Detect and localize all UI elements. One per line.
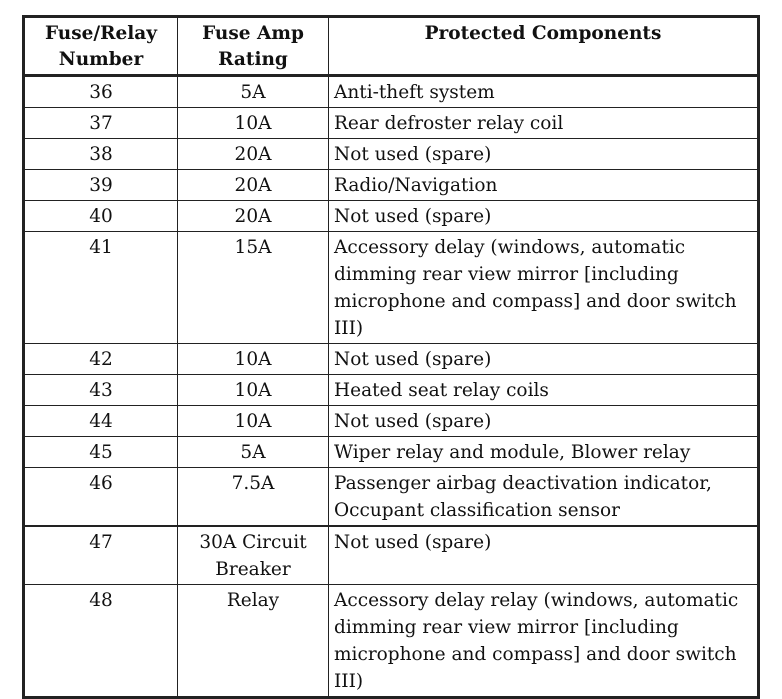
cell-components: Anti-theft system bbox=[329, 76, 759, 108]
table-row bbox=[24, 526, 759, 585]
cell-components: Not used (spare) bbox=[329, 526, 759, 585]
cell-components: Accessory delay (windows, automatic dimming rear view mirror [including microphone and compass] and door switch III) bbox=[329, 232, 759, 344]
cell-components: Radio/Navigation bbox=[329, 170, 759, 201]
header-row bbox=[24, 17, 759, 76]
cell-components: Wiper relay and module, Blower relay bbox=[329, 437, 759, 468]
cell-number: 38 bbox=[24, 139, 178, 170]
cell-number: 42 bbox=[24, 344, 178, 375]
table-row bbox=[24, 201, 759, 232]
table-row bbox=[24, 406, 759, 437]
header-number-line1: Fuse/Relay bbox=[44, 23, 158, 44]
table-row bbox=[24, 108, 759, 139]
cell-number: 48 bbox=[24, 585, 178, 698]
cell-components: Not used (spare) bbox=[329, 201, 759, 232]
fuse-table bbox=[22, 15, 760, 699]
cell-amp: 10A bbox=[178, 406, 329, 437]
cell-amp: 5A bbox=[178, 437, 329, 468]
cell-number: 36 bbox=[24, 76, 178, 108]
cell-amp: 7.5A bbox=[178, 468, 329, 527]
table-row bbox=[24, 170, 759, 201]
cell-amp: Relay bbox=[178, 585, 329, 698]
header-number bbox=[24, 17, 178, 76]
cell-components: Not used (spare) bbox=[329, 139, 759, 170]
table-row bbox=[24, 585, 759, 698]
cell-number: 41 bbox=[24, 232, 178, 344]
table-row bbox=[24, 232, 759, 344]
cell-amp: 20A bbox=[178, 201, 329, 232]
header-amp-line2: Rating bbox=[218, 49, 288, 70]
table-row bbox=[24, 375, 759, 406]
cell-number: 39 bbox=[24, 170, 178, 201]
cell-amp: 15A bbox=[178, 232, 329, 344]
cell-amp: 30A Circuit Breaker bbox=[178, 526, 329, 585]
cell-components: Passenger airbag deactivation indicator, Occupant classification sensor bbox=[329, 468, 759, 527]
cell-number: 40 bbox=[24, 201, 178, 232]
header-amp-line1: Fuse Amp bbox=[202, 23, 304, 44]
cell-number: 37 bbox=[24, 108, 178, 139]
table-row bbox=[24, 76, 759, 108]
table-body bbox=[24, 76, 759, 698]
cell-amp: 10A bbox=[178, 108, 329, 139]
header-components: Protected Components bbox=[329, 17, 759, 76]
cell-number: 44 bbox=[24, 406, 178, 437]
table-row bbox=[24, 437, 759, 468]
cell-number: 43 bbox=[24, 375, 178, 406]
cell-amp: 10A bbox=[178, 344, 329, 375]
cell-components: Not used (spare) bbox=[329, 344, 759, 375]
table-row bbox=[24, 344, 759, 375]
cell-number: 45 bbox=[24, 437, 178, 468]
cell-amp: 20A bbox=[178, 139, 329, 170]
table-row bbox=[24, 139, 759, 170]
header-number-line2: Number bbox=[58, 49, 144, 70]
cell-components: Not used (spare) bbox=[329, 406, 759, 437]
header-amp bbox=[178, 17, 329, 76]
cell-number: 47 bbox=[24, 526, 178, 585]
cell-components: Heated seat relay coils bbox=[329, 375, 759, 406]
cell-amp: 10A bbox=[178, 375, 329, 406]
cell-components: Accessory delay relay (windows, automatic dimming rear view mirror [including microphone and compass] and door switch III) bbox=[329, 585, 759, 698]
cell-amp: 5A bbox=[178, 76, 329, 108]
cell-number: 46 bbox=[24, 468, 178, 527]
table-header bbox=[24, 17, 759, 76]
cell-amp: 20A bbox=[178, 170, 329, 201]
cell-components: Rear defroster relay coil bbox=[329, 108, 759, 139]
table-row bbox=[24, 468, 759, 527]
